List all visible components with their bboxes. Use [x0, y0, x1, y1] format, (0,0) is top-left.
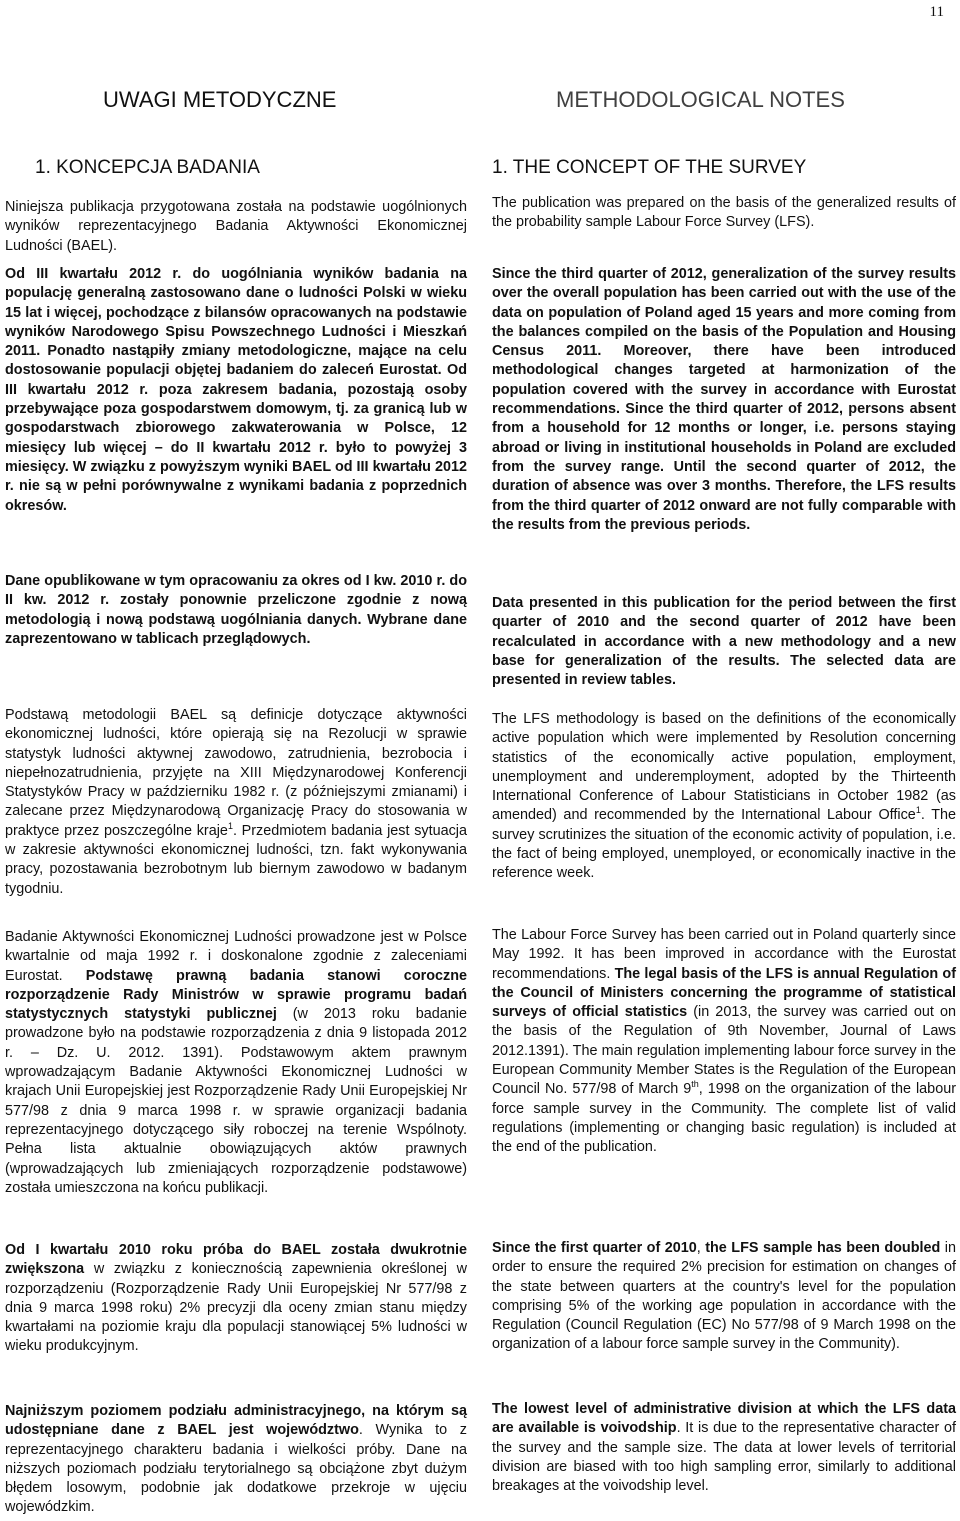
english-sample-text-a: Since the first quarter of 2010: [492, 1240, 697, 1256]
polish-paragraph-census: [5, 265, 467, 516]
polish-sample-text-b: w związku z koniecznością zapewnienia określonej w rozporządzeniu (Rozporządzenie Rady Unii Europejskiej Nr 577/98 z dnia 9 marca 1998 roku) 2% precyzji dla oceny zmian stanu między kwartałami na poziomie kraju dla populacji stanowiącej 5% ludności w wieku produkcyjnym.: [5, 1261, 467, 1355]
footnote-marker: 1: [227, 820, 233, 831]
polish-legal-text-a: Badanie Aktywności Ekonomicznej Ludności prowadzone jest w Polsce kwartalnie od maja 1992 r. i doskonalone zgodnie z zaleceniami Eurostat.: [5, 929, 467, 984]
polish-voivodship-text-a: Najniższym poziomem podziału administracyjnego, na którym są udostępniane dane z BAEL jest województwo: [5, 1403, 467, 1439]
english-legal-text-a: The Labour Force Survey has been carried out in Poland quarterly since May 1992. It has been improved in accordance with the Eurostat recommendations.: [492, 927, 956, 982]
english-paragraph-census: [492, 265, 956, 535]
english-sample-text-c: the LFS sample has been doubled: [705, 1240, 941, 1256]
page-number: 11: [929, 4, 944, 20]
english-legal-text-d: , 1998 on the organization of the labour force sample survey in the Community. The complete list of valid regulations (implementing or changing basic regulation) is included at the end of the publication.: [492, 1081, 956, 1156]
english-legal-text-b: The legal basis of the LFS is annual Regulation of the Council of Ministers concerning the programme of statistical surveys of official statistics: [492, 965, 956, 1021]
polish-paragraph-methodology: [5, 706, 467, 899]
polish-census-text: Od III kwartału 2012 r. do uogólniania wyników badania na populację generalną zastosowano dane o ludności Polski w wieku 15 lat i więcej, pochodzące z bilansów opracowanych na podstawie wyników Narodowego Spisu Powszechnego Ludności i Mieszkań 2011. Ponadto nastąpiły zmiany metodologiczne, mające na celu dostosowanie populacji objętej badaniem do zaleceń Eurostat. Od III kwartału 2012 r. poza zakresem badania, pozostają osoby przebywające poza gospodarstwem domowym, tj. za granicą lub w gospodarstwach zbiorowego zakwaterowania w Polsce, 12 miesięcy lub więcej – do II kwartału 2012 r. było to powyżej 3 miesięcy. W związku z powyższym wyniki BAEL od III kwartału 2012 r. nie są w pełni porównywalne z wynikami badania z poprzednich okresów.: [5, 266, 467, 514]
english-voivodship-text-a: The lowest level of administrative division at which the LFS data are available is voivodship: [492, 1401, 956, 1437]
english-methodology-text-cont: . The survey scrutinizes the situation of the economic activity of population, i.e. the fact of being employed, unemployed, or economically inactive in the reference week.: [492, 807, 957, 882]
footnote-marker: 1: [915, 805, 921, 816]
english-legal-text-c: (in 2013, the survey was carried out on the basis of the Regulation of 9th November, Journal of Laws 2012.1391). The main regulation implementing labour force survey in the European Community Member States is the Regulation of the European Council No. 577/98 of March 9: [492, 1004, 956, 1098]
polish-methodology-text: Podstawą metodologii BAEL są definicje dotyczące aktywności ekonomicznej ludności, które opierają się na Rezolucji w sprawie statystyk ludności aktywnej zawodowo, zatrudnienia, bezrobocia i niepełnozatrudnienia, przyjęte na XIII Międzynarodowej Konferencji Statystyków Pracy w październiku 1982 r. (z późniejszymi zmianami) i zalecane przez Międzynarodową Organizację Pracy do stosowania w praktyce przez poszczególne kraje: [5, 707, 467, 839]
english-paragraph-sample: [492, 1239, 956, 1355]
polish-paragraph-intro: Niniejsza publikacja przygotowana została na podstawie uogólnionych wyników reprezentacyjnego Badania Aktywności Ekonomicznej Ludności (BAEL).: [5, 199, 467, 254]
english-paragraph-recalculated: [492, 594, 956, 690]
polish-methodology-text-cont: . Przedmiotem badania jest sytuacja w zakresie aktywności ekonomicznej ludności, tzn. fakt wykonywania pracy, pozostawania bezrobotnym lub biernym zawodowo w badanym tygodniu.: [5, 822, 468, 897]
ordinal-superscript: th: [691, 1079, 699, 1090]
english-census-text: Since the third quarter of 2012, generalization of the survey results over the overall population has been carried out with the use of the data on population of Poland aged 15 years and more coming from the balances compiled on the basis of the Population and Housing Census 2011. Moreover, there have been introduced methodological changes targeted at harmonization of the population covered with the survey in accordance with Eurostat recommendations. Since the third quarter of 2012, persons absent from a household for 12 months or longer, i.e. persons staying abroad or living in institutional households in Poland are excluded from the survey range. Until the second quarter of 2012, the duration of absence was over 3 months. Therefore, the LFS results from the third quarter of 2012 onward are not fully comparable with the results from the previous periods.: [492, 266, 956, 533]
polish-sample-text-a: Od I kwartału 2010 roku próba do BAEL została dwukrotnie zwiększona: [5, 1242, 467, 1278]
polish-voivodship-text-b: . Wynika to z reprezentacyjnego charakteru badania i wielkości próby. Dane na niższych poziomach podziału terytorialnego są obciążone zbyt dużym błędem losowym, podobnie jak dodatkowe przekroje w ujęciu wojewódzkim.: [5, 1422, 467, 1516]
english-paragraph-voivodship: [492, 1400, 956, 1496]
english-heading: METHODOLOGICAL NOTES: [556, 87, 845, 112]
polish-legal-text-b: Podstawę prawną badania stanowi coroczne rozporządzenie Rady Ministrów w sprawie programu badań statystycznych statystyki publicznej: [5, 967, 467, 1023]
english-recalculated-text: Data presented in this publication for the period between the first quarter of 2010 and the second quarter of 2012 have been recalculated in accordance with a new methodology and a new base for generalization of the results. The selected data are presented in review tables.: [492, 595, 956, 689]
english-paragraph-methodology: [492, 710, 956, 884]
english-sample-text-b: ,: [696, 1240, 706, 1256]
polish-heading: UWAGI METODYCZNE: [103, 87, 337, 112]
english-paragraph-legal-basis: [492, 926, 956, 1158]
english-methodology-text: The LFS methodology is based on the definitions of the economically active population which were implemented by Resolution concerning statistics of the economically active population, employment, unemployment and underemployment, adopted by the Thirteenth International Conference of Labour Statisticians in October 1982 (as amended) and recommended by the International Labour Office: [492, 711, 956, 824]
polish-legal-text-c: (w 2013 roku badanie prowadzone było na podstawie rozporządzenia z dnia 9 listopada 2012 r. – Dz. U. 2012. 1391). Podstawowym aktem prawnym wprowadzającym Badanie Aktywności Ekonomicznej Ludności w krajach Unii Europejskiej jest Rozporządzenie Rady Unii Europejskiej Nr 577/98 z dnia 9 marca 1998 r. w sprawie organizacji badania reprezentacyjnego dotyczącego siły roboczej na terenie Wspólnoty. Pełna lista aktualnie obowiązujących aktów prawnych (wprowadzających lub zmieniających rozporządzenie podstawowe) została umieszczona na końcu publikacji.: [5, 1006, 468, 1196]
polish-paragraph-legal-basis: [5, 928, 467, 1198]
polish-paragraph-voivodship: [5, 1402, 467, 1518]
english-voivodship-text-b: . It is due to the representative character of the survey and the sample size. The data at lower levels of territorial division are biased with too high sampling error, similarly to additional breakages at the voivodship level.: [492, 1420, 956, 1495]
polish-section-title: 1. KONCEPCJA BADANIA: [35, 157, 260, 178]
polish-paragraph-sample: [5, 1241, 467, 1357]
english-sample-text-d: in order to ensure the required 2% precision for estimation on changes of the state between quarters at the country's level for the population comprising 5% of the working age population in accordance with the Regulation (Council Regulation (EC) No 577/98 of 9 March 1998 on the organization of a labour force sample survey in the Community).: [492, 1240, 956, 1353]
polish-recalculated-text: Dane opublikowane w tym opracowaniu za okres od I kw. 2010 r. do II kw. 2012 r. zostały ponownie przeliczone zgodnie z nową metodologią i nową podstawą uogólniania danych. Wybrane dane zaprezentowano w tablicach przeglądowych.: [5, 573, 467, 647]
polish-paragraph-recalculated: [5, 572, 467, 649]
english-paragraph-intro: The publication was prepared on the basis of the generalized results of the probability sample Labour Force Survey (LFS).: [492, 195, 956, 231]
english-section-title: 1. THE CONCEPT OF THE SURVEY: [492, 157, 807, 178]
